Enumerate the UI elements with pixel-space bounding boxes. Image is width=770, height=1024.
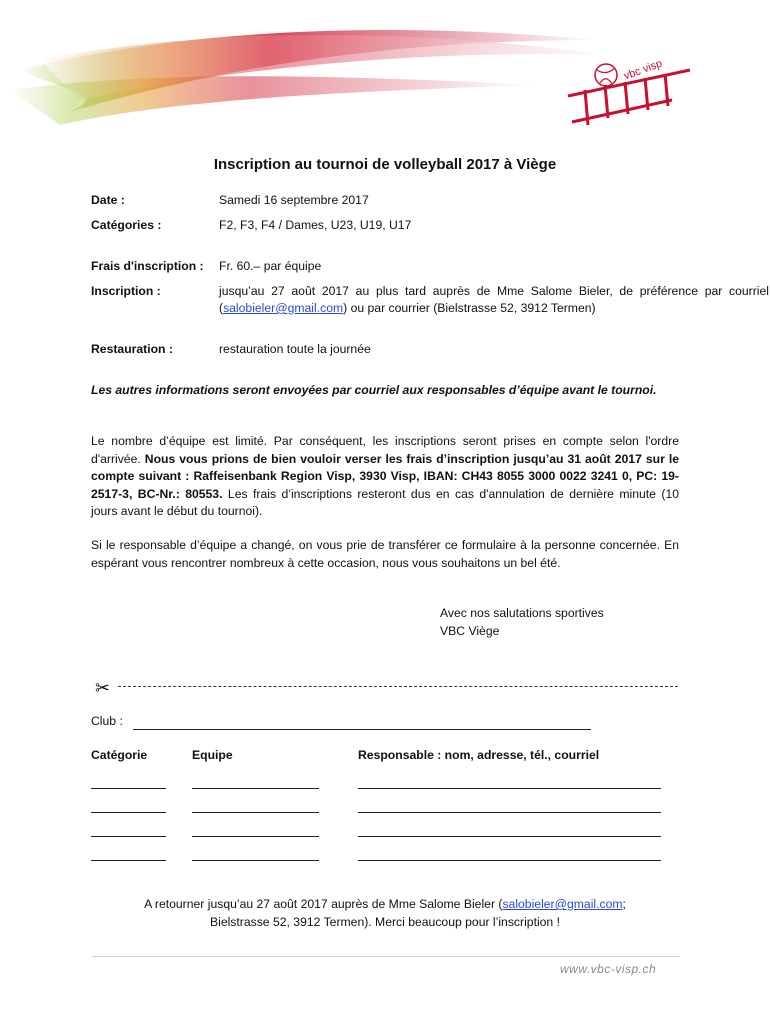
equipe-line-4[interactable] [192,860,319,861]
footer-line1 [0,895,770,913]
document-title: Inscription au tournoi de volleyball 2017 à Viège [213,156,557,173]
col-header-equipe: Equipe [192,748,233,762]
paragraph1-part1: Le nombre d’équipe est limité. Par conséquent, les inscriptions seront prises en compte selon l'ordre d'arrivée. [91,434,679,466]
frais-label: Frais d'inscription : [91,259,204,273]
paragraph1-part2: Les frais d’inscriptions resteront dus en cas d'annulation de dernière minute (10 jours avant le début du tournoi). [91,486,679,518]
footer-text-after: ; [622,897,626,911]
categories-value: F2, F3, F4 / Dames, U23, U19, U17 [219,218,412,232]
footer-return-instructions [0,895,770,931]
inscription-text-after: ) ou par courrier (Bielstrasse 52, 3912 Termen) [343,301,596,315]
club-input-line[interactable] [133,729,591,730]
equipe-line-1[interactable] [192,788,319,789]
paragraph-inscription-details [91,433,679,521]
equipe-line-2[interactable] [192,812,319,813]
categorie-line-2[interactable] [91,812,166,813]
signoff-line1: Avec nos salutations sportives [440,606,604,620]
inscription-label: Inscription : [91,284,161,298]
paragraph1-bold: Nous vous prions de bien vouloir verser les frais d’inscription jusqu’au 31 août 2017 sur le compte suivant : Raffeisenbank Region Visp, 3930 Visp, IBAN: CH43 8055 3000 0022 3241 0, PC: 19-2517-3, BC-Nr.: 80553. [91,451,680,501]
footer-divider [92,956,680,957]
categories-label: Catégories : [91,218,162,232]
website-url[interactable]: www.vbc-visp.ch [560,962,657,976]
date-label: Date : [91,193,125,207]
categorie-line-3[interactable] [91,836,166,837]
footer-line2: Bielstrasse 52, 3912 Termen). Merci beaucoup pour l’inscription ! [209,915,560,929]
svg-text:vbc visp: vbc visp [622,57,664,83]
col-header-categorie: Catégorie [91,748,148,762]
notice-italic: Les autres informations seront envoyées par courriel aux responsables d’équipe avant le tournoi. [91,383,657,397]
scissors-icon: ✂ [95,678,111,698]
signoff-line2: VBC Viège [440,623,500,638]
frais-value: Fr. 60.– par équipe [219,259,322,273]
categorie-line-4[interactable] [91,860,166,861]
dashed-line [118,686,678,687]
col-header-responsable: Responsable : nom, adresse, tél., courriel [358,748,600,762]
responsable-line-3[interactable] [358,836,661,837]
responsable-line-1[interactable] [358,788,661,789]
club-field [91,714,123,728]
header-swoosh-graphic [0,0,770,140]
restauration-label: Restauration : [91,342,173,356]
inscription-value [219,283,769,317]
footer-text-before: A retourner jusqu’au 27 août 2017 auprès de Mme Salome Bieler ( [144,897,503,911]
cut-line [95,678,685,698]
responsable-line-2[interactable] [358,812,661,813]
signoff-block [440,605,604,640]
responsable-line-4[interactable] [358,860,661,861]
inscription-text-before: jusqu’au 27 août 2017 au plus tard auprès de Mme Salome Bieler, de préférence par courriel ( [219,284,769,315]
date-value: Samedi 16 septembre 2017 [219,193,369,207]
club-label: Club : [91,714,123,728]
footer-email-link[interactable]: salobieler@gmail.com [502,897,623,911]
equipe-line-3[interactable] [192,836,319,837]
restauration-value: restauration toute la journée [219,342,371,356]
paragraph-responsable: Si le responsable d’équipe a changé, on vous prie de transférer ce formulaire à la personne concernée. En espérant vous rencontrer nombreux à cette occasion, nous vous souhaitons un bel été. [91,538,679,570]
categorie-line-1[interactable] [91,788,166,789]
inscription-email-link[interactable]: salobieler@gmail.com [223,301,344,315]
